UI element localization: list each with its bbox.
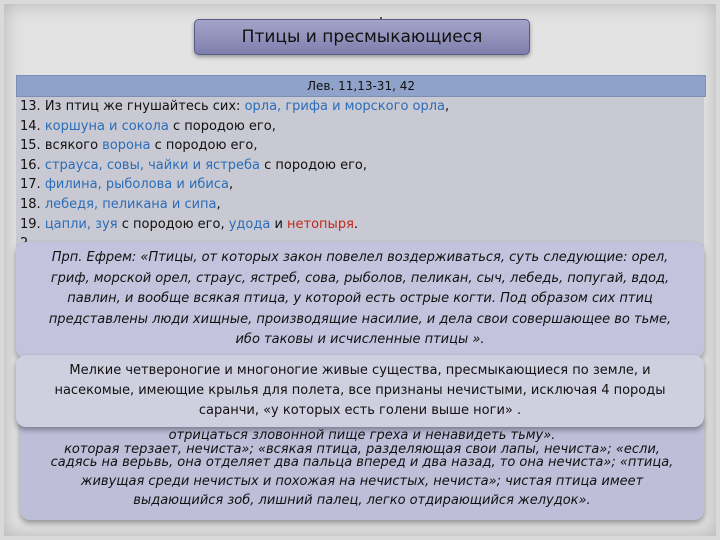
verse-row: [16, 136, 704, 156]
verse-text: и: [270, 216, 288, 232]
verse-text: всякого: [44, 138, 103, 154]
hidden-text-line: отрицаться зловонной пище греха и ненавидеть тьму».: [168, 428, 556, 443]
verse-text: Из птиц же гнушайтесь сих:: [44, 99, 245, 114]
ephrem-quote-box: [16, 242, 704, 358]
verse-text: филина, рыболова и ибиса: [44, 177, 229, 193]
verse-text: с породою его,: [168, 118, 276, 134]
verse-text: страуса, совы, чайки и ястреба: [44, 157, 260, 173]
ephrem-quote: Прп. Ефрем: «Птицы, от которых закон повелел воздерживаться, суть следующие: орел, гриф, морской орел, страус, ястреб, сова, рыболов, пеликан, сыч, лебедь, попугай, вдод, павлин, и вообще всякая птица, у которой есть острые когти. Под образом сих птиц представлены люди хищные, производящие насилие, и дела свои совершающее во тьме, ибо таковы и исчисленные птицы ».: [48, 250, 672, 347]
hidden-text-rest: садясь на верьвь, она отделяет два пальца вперед и два назад, то она нечиста»; «птица, живущая среди нечистых и похожая на нечистых, нечиста»; чистая птица имеет выдающийся зоб, лишний палец, легко отдирающийся желудок».: [50, 455, 674, 508]
verse-number: 17.: [20, 177, 45, 193]
verse-text: удода: [228, 216, 271, 232]
verse-number: 14.: [20, 118, 45, 134]
verse-row: [16, 175, 704, 195]
verse-row: [16, 195, 704, 215]
verse-list: [16, 97, 704, 247]
verse-text: с породою его,: [117, 216, 229, 232]
verse-text: нетопыря: [287, 216, 354, 232]
verse-number: 15.: [20, 138, 45, 154]
verse-number: 13.: [20, 99, 45, 114]
hidden-text-partial: которая терзает, нечиста»; «всякая птица, разделяющая свои лапы, нечиста»; «если,: [64, 442, 660, 457]
verse-row: [16, 156, 704, 176]
verse-text: с породою его,: [150, 138, 258, 154]
verse-text: ,: [228, 177, 234, 193]
verse-text: орла, грифа и морского орла: [244, 99, 446, 114]
verse-row: [16, 117, 704, 137]
verse-text: ворона: [102, 138, 151, 154]
verse-text: лебедя, пеликана и сипа: [44, 196, 217, 212]
verse-text: ,: [445, 99, 450, 114]
small-animals-note: Мелкие четвероногие и многоногие живые существа, пресмыкающиеся по земле, и насекомые, имеющие крылья для полета, все признаны нечистыми, исключая 4 породы саранчи, «у которых есть голени выше ноги» .: [54, 363, 666, 418]
verse-number: 19.: [20, 216, 45, 232]
verse-number: 16.: [20, 157, 45, 173]
verse-text: с породою его,: [260, 157, 368, 173]
verse-row: [16, 97, 704, 117]
scripture-reference: Лев. 11,13-31, 42: [16, 75, 706, 97]
verse-number: 18.: [20, 196, 45, 212]
verse-row: [16, 215, 704, 235]
verse-text: цапли, зуя: [44, 216, 118, 232]
verse-text: .: [353, 216, 359, 232]
verse-text: ,: [216, 196, 221, 212]
small-animals-note-box: [16, 355, 704, 427]
hidden-text-box: [20, 412, 704, 520]
verse-text: коршуна и сокола: [44, 118, 169, 134]
slide-title: Птицы и пресмыкающиеся: [194, 19, 530, 55]
